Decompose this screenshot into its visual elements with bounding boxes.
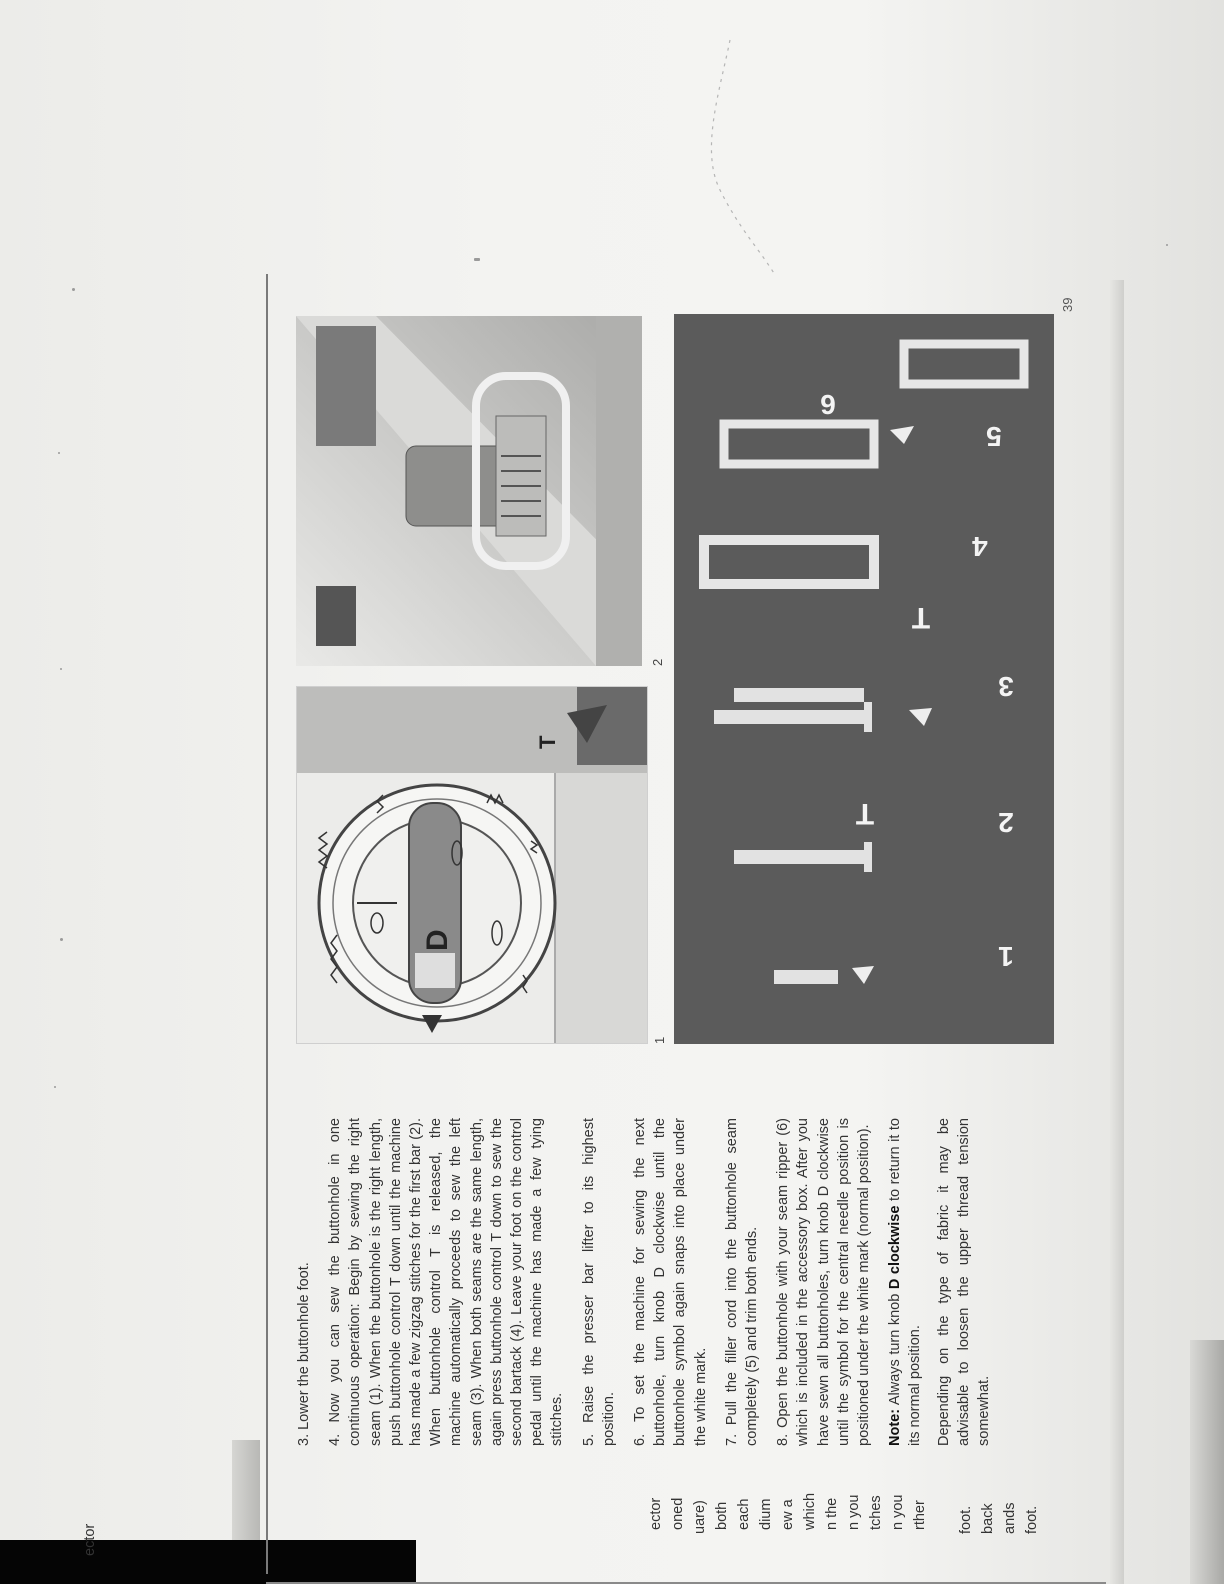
neighbor-fragment-1: ector	[648, 1497, 664, 1530]
step-number-6: 6	[820, 389, 836, 421]
instruction-step-4-text: 4. Now you can sew the buttonhole in one continuous operation: Begin by sewing the right seam (1). When the buttonhole is the right length, push buttonhole control T down until the machine has made a few zigzag stitches for the first bar (2). When buttonhole control T is released, the machine automatically proceeds to sew the left seam (3). When both seams are the same length, again press buttonhole control T down to sew the second bartack (4). Leave your foot on the control pedal until the machine has made a few tying stitches.	[327, 1118, 566, 1446]
neighbor-fragment-12: n you	[890, 1494, 906, 1530]
instruction-step-8: 8. Open the buttonhole with your seam ripper (6) which is included in the accessory box. After you have sewn all buttonholes, turn knob D clockwise until the symbol for the central needle position is positioned under the white mark (normal position).	[775, 1118, 873, 1446]
note-text-after: to return it to its normal position.	[887, 1118, 924, 1446]
speck	[60, 668, 62, 670]
neighbor-fragment-8: which	[802, 1492, 818, 1530]
instruction-step-3: 3. Lower the buttonhole foot.	[296, 1262, 312, 1446]
page-number: 39	[1060, 297, 1075, 312]
neighbor-fragment-14: foot.	[958, 1505, 974, 1534]
control-mark-T-1: T	[855, 796, 875, 830]
neighbor-fragment-13: rther	[912, 1500, 928, 1530]
stitch-seam-2	[734, 850, 864, 864]
note-label: Note:	[887, 1408, 904, 1446]
speck	[60, 938, 63, 941]
tension-paragraph: Depending on the type of fabric it may be advisable to loosen the upper thread tension somewhat.	[935, 1118, 993, 1446]
speck	[54, 1086, 56, 1088]
neighbor-fragment-15: back	[980, 1503, 996, 1534]
presser-foot-illustration	[296, 316, 642, 666]
step-number-4: 4	[972, 531, 988, 563]
fold-curve	[690, 30, 830, 280]
knob-letter-D: D	[421, 929, 454, 951]
step-number-5: 5	[986, 421, 1002, 453]
note-bold-part: D clockwise	[887, 1205, 904, 1290]
speck	[72, 288, 75, 291]
neighbor-fragment-4: both	[714, 1501, 730, 1530]
note-text-before: Always turn knob	[887, 1293, 904, 1406]
figure-1-knob-photo	[296, 686, 648, 1044]
neighbor-fragment-3: uare)	[692, 1500, 708, 1534]
neighbor-fragment: ector	[82, 1523, 98, 1556]
manual-page	[82, 274, 1114, 1584]
instruction-step-4	[325, 1118, 567, 1446]
step-number-2: 2	[998, 807, 1014, 839]
neighbor-fragment-9: n the	[824, 1497, 840, 1530]
neighbor-fragment-7: ew a	[780, 1499, 796, 1530]
note-paragraph	[885, 1118, 925, 1446]
neighbor-fragment-11: tches	[868, 1495, 884, 1530]
page-edge-shadow-bottom-right	[1190, 1340, 1224, 1584]
knob-illustration	[297, 687, 647, 1043]
figure-2-presser-foot-photo	[296, 316, 642, 666]
neighbor-fragment-10: n you	[846, 1494, 862, 1530]
instruction-column	[294, 1118, 1005, 1446]
neighbor-fragment-5: each	[736, 1498, 752, 1530]
page-border-top	[266, 274, 268, 1574]
neighbor-fragment-6: dium	[758, 1498, 774, 1530]
control-letter-T: T	[535, 735, 560, 749]
stitch-seam-1	[774, 970, 838, 984]
neighbor-fragment-16: ands	[1002, 1502, 1018, 1534]
instruction-step-5: 5. Raise the presser bar lifter to its highest position.	[580, 1118, 617, 1446]
neighbor-fragment-2: oned	[670, 1497, 686, 1530]
stitch-seam-3	[714, 710, 864, 724]
instruction-step-7: 7. Pull the filler cord into the buttonhole seam completely (5) and trim both ends.	[723, 1118, 761, 1446]
control-mark-T-2: T	[911, 600, 931, 634]
speck	[474, 258, 480, 261]
figure-label-1: 1	[652, 1036, 667, 1044]
instruction-step-6: 6. To set the machine for sewing the next buttonhole, turn knob D clockwise until the buttonhole symbol again snaps into place under the white mark.	[632, 1118, 709, 1446]
step-number-1: 1	[998, 941, 1014, 973]
speck	[58, 452, 60, 454]
figure-label-2: 2	[650, 658, 665, 666]
buttonhole-sequence-diagram	[674, 314, 1054, 1044]
step-number-3: 3	[998, 671, 1014, 703]
neighbor-fragment-17: foot.	[1024, 1505, 1040, 1534]
speck	[1166, 244, 1168, 246]
